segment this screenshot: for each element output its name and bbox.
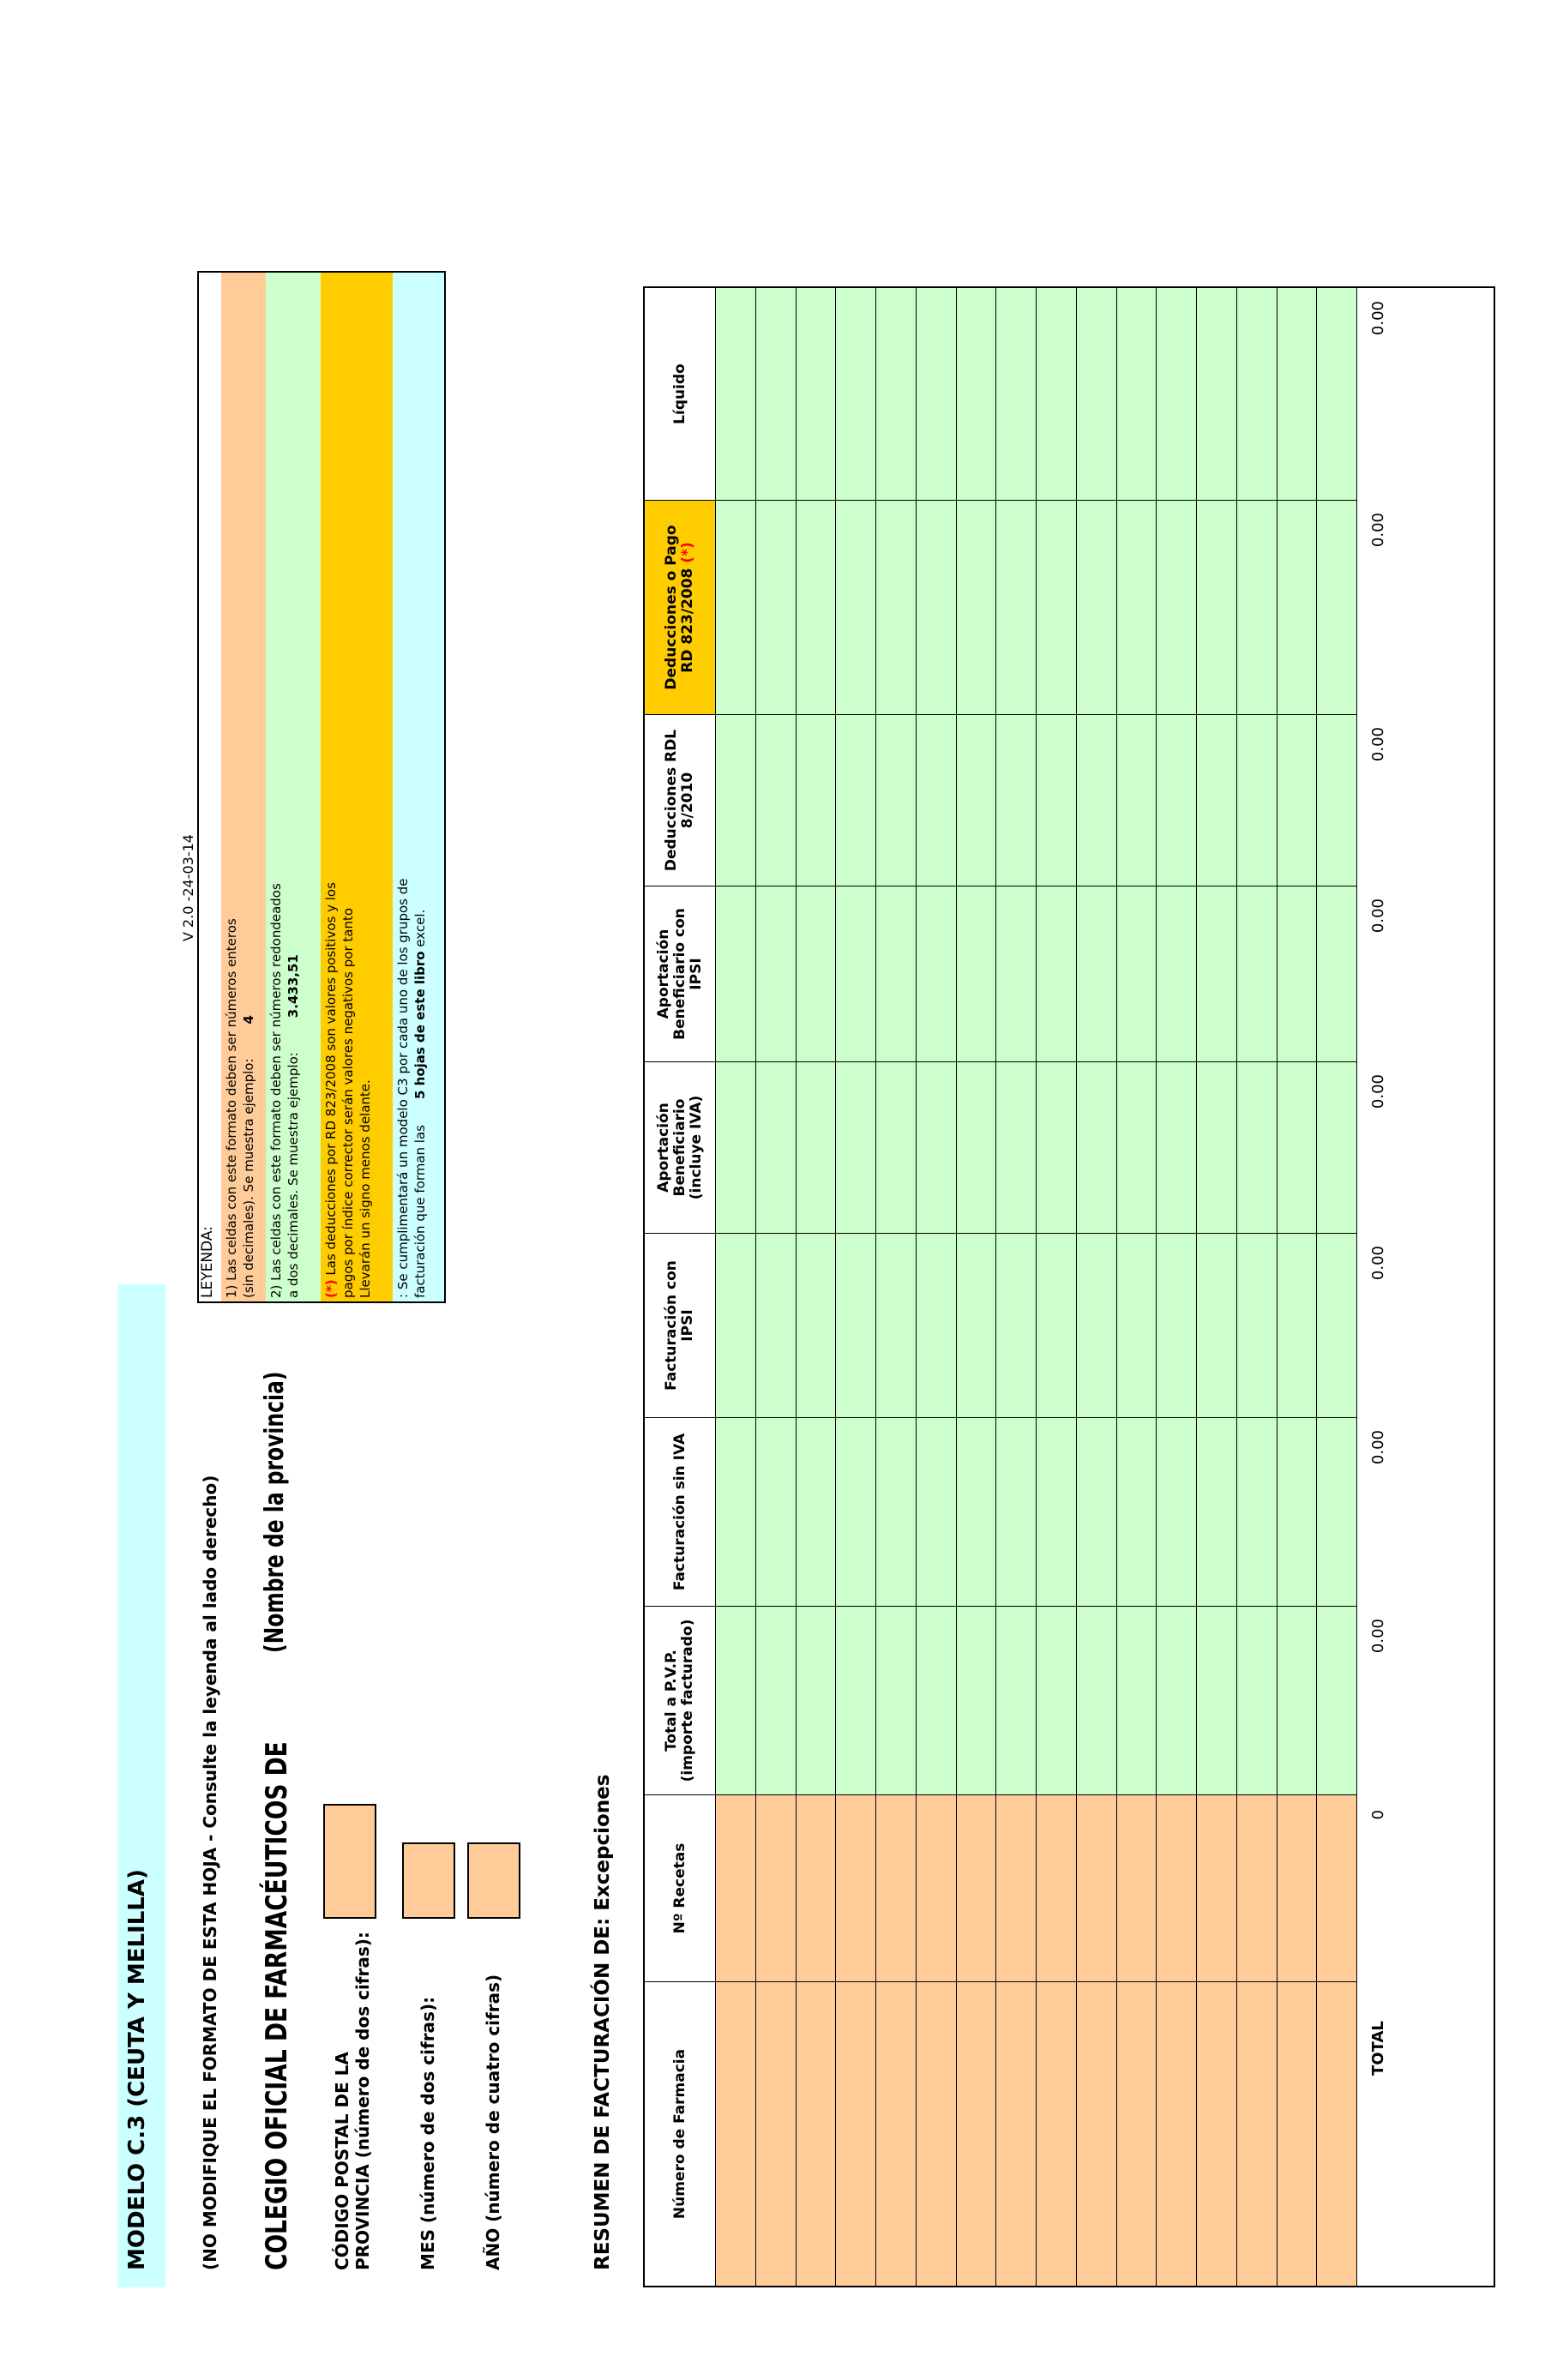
table-row-line <box>956 288 957 2286</box>
provincia-placeholder: (Nombre de la provincia) <box>260 1371 290 1653</box>
table-row-line <box>1236 288 1237 2286</box>
legend-text: a dos decimales. Se muestra ejemplo:3.433,51 <box>286 954 301 1298</box>
total-liquido: 0.00 <box>1369 301 1387 336</box>
resumen-heading: RESUMEN DE FACTURACIÓN DE: Excepciones <box>592 1774 614 2270</box>
page-title: MODELO C.3 (CEUTA Y MELILLA) <box>124 1869 150 2270</box>
header-deducciones-rdl: Deducciones RDL 8/2010 <box>645 714 715 886</box>
table-row-line <box>796 288 797 2286</box>
legend-text: facturación que forman las5 hojas de este libro excel. <box>412 909 428 1298</box>
legend-text: (*) Las deducciones por RD 823/2008 son valores positivos y los <box>323 882 339 1298</box>
total-recetas: 0 <box>1369 1810 1387 1820</box>
anio-input[interactable] <box>467 1842 520 1919</box>
total-deducciones-rd: 0.00 <box>1369 513 1387 548</box>
version-label: V 2.0 -24-03-14 <box>180 834 196 941</box>
legend-text: pagos por índice corrector serán valores negativos por tanto <box>340 907 356 1298</box>
legend-groups-note <box>393 273 444 1301</box>
total-label: TOTAL <box>1369 2021 1387 2076</box>
header-farmacia: Número de Farmacia <box>645 1981 715 2286</box>
header-ipsi: Facturación con IPSI <box>645 1233 715 1417</box>
table-row-line <box>755 288 756 2286</box>
header-recetas: Nº Recetas <box>645 1794 715 1981</box>
codigo-label-line1: CÓDIGO POSTAL DE LA <box>332 2052 352 2270</box>
codigo-label <box>332 1932 373 2270</box>
legend-text: 1) Las celdas con este formato deben ser números enteros <box>224 918 239 1298</box>
table-row-line <box>1076 288 1077 2286</box>
colegio-label: COLEGIO OFICIAL DE FARMACÉUTICOS DE <box>260 1741 294 2270</box>
header-siniva: Facturación sin IVA <box>645 1417 715 1606</box>
billing-table <box>643 286 1495 2287</box>
header-aportacion-iva: Aportación Beneficiario (incluye IVA) <box>645 1061 715 1233</box>
rotated-page <box>99 264 1500 2305</box>
total-siniva: 0.00 <box>1369 1430 1387 1465</box>
total-aportacion-iva: 0.00 <box>1369 1074 1387 1109</box>
table-row-line <box>1116 288 1117 2286</box>
legend-text: 2) Las celdas con este formato deben ser números redondeados <box>268 883 284 1298</box>
legend-deduction-format <box>321 273 393 1301</box>
anio-label: AÑO (número de cuatro cifras) <box>483 1974 503 2270</box>
sheet <box>99 264 1545 2270</box>
header-liquido: Líquido <box>670 364 688 424</box>
mes-label: MES (número de dos cifras): <box>418 1996 438 2270</box>
table-row-line <box>916 288 917 2286</box>
table-row-line <box>875 288 876 2286</box>
legend-text: Llevarán un signo menos delante. <box>358 1079 373 1298</box>
total-aportacion-ipsi: 0.00 <box>1369 899 1387 934</box>
table-row-line <box>715 288 716 2286</box>
table-row-line <box>835 288 836 2286</box>
table-row-line <box>995 288 996 2286</box>
table-row-line <box>1156 288 1157 2286</box>
legend-text: : Se cumplimentará un modelo C3 por cada uno de los grupos de <box>395 878 411 1298</box>
format-note: (NO MODIFIQUE EL FORMATO DE ESTA HOJA - Consulte la leyenda al lado derecho) <box>200 1475 220 2270</box>
total-ipsi: 0.00 <box>1369 1246 1387 1281</box>
legend-text: (sin decimales). Se muestra ejemplo:4 <box>241 1015 256 1298</box>
codigo-label-line2: PROVINCIA (número de dos cifras): <box>352 1932 373 2270</box>
codigo-postal-input[interactable] <box>323 1804 376 1919</box>
total-row <box>1356 288 1400 2286</box>
mes-input[interactable] <box>402 1842 455 1919</box>
header-pvp: Total a P.V.P. (importe facturado) <box>645 1606 715 1794</box>
header-deducciones-rd: Deducciones o Pago RD 823/2008 (*) <box>645 500 715 714</box>
legend-box <box>197 271 446 1303</box>
header-aportacion-ipsi: Aportación Beneficiario con IPSI <box>645 886 715 1061</box>
legend-integer-format <box>221 273 266 1301</box>
colegio-heading <box>260 1592 294 2270</box>
total-pvp: 0.00 <box>1369 1619 1387 1654</box>
table-row-line <box>1036 288 1037 2286</box>
legend-title: LEYENDA: <box>199 1226 216 1298</box>
legend-decimal-format <box>266 273 321 1301</box>
table-row-line <box>1196 288 1197 2286</box>
total-deducciones-rdl: 0.00 <box>1369 727 1387 762</box>
table-row-line <box>1316 288 1317 2286</box>
